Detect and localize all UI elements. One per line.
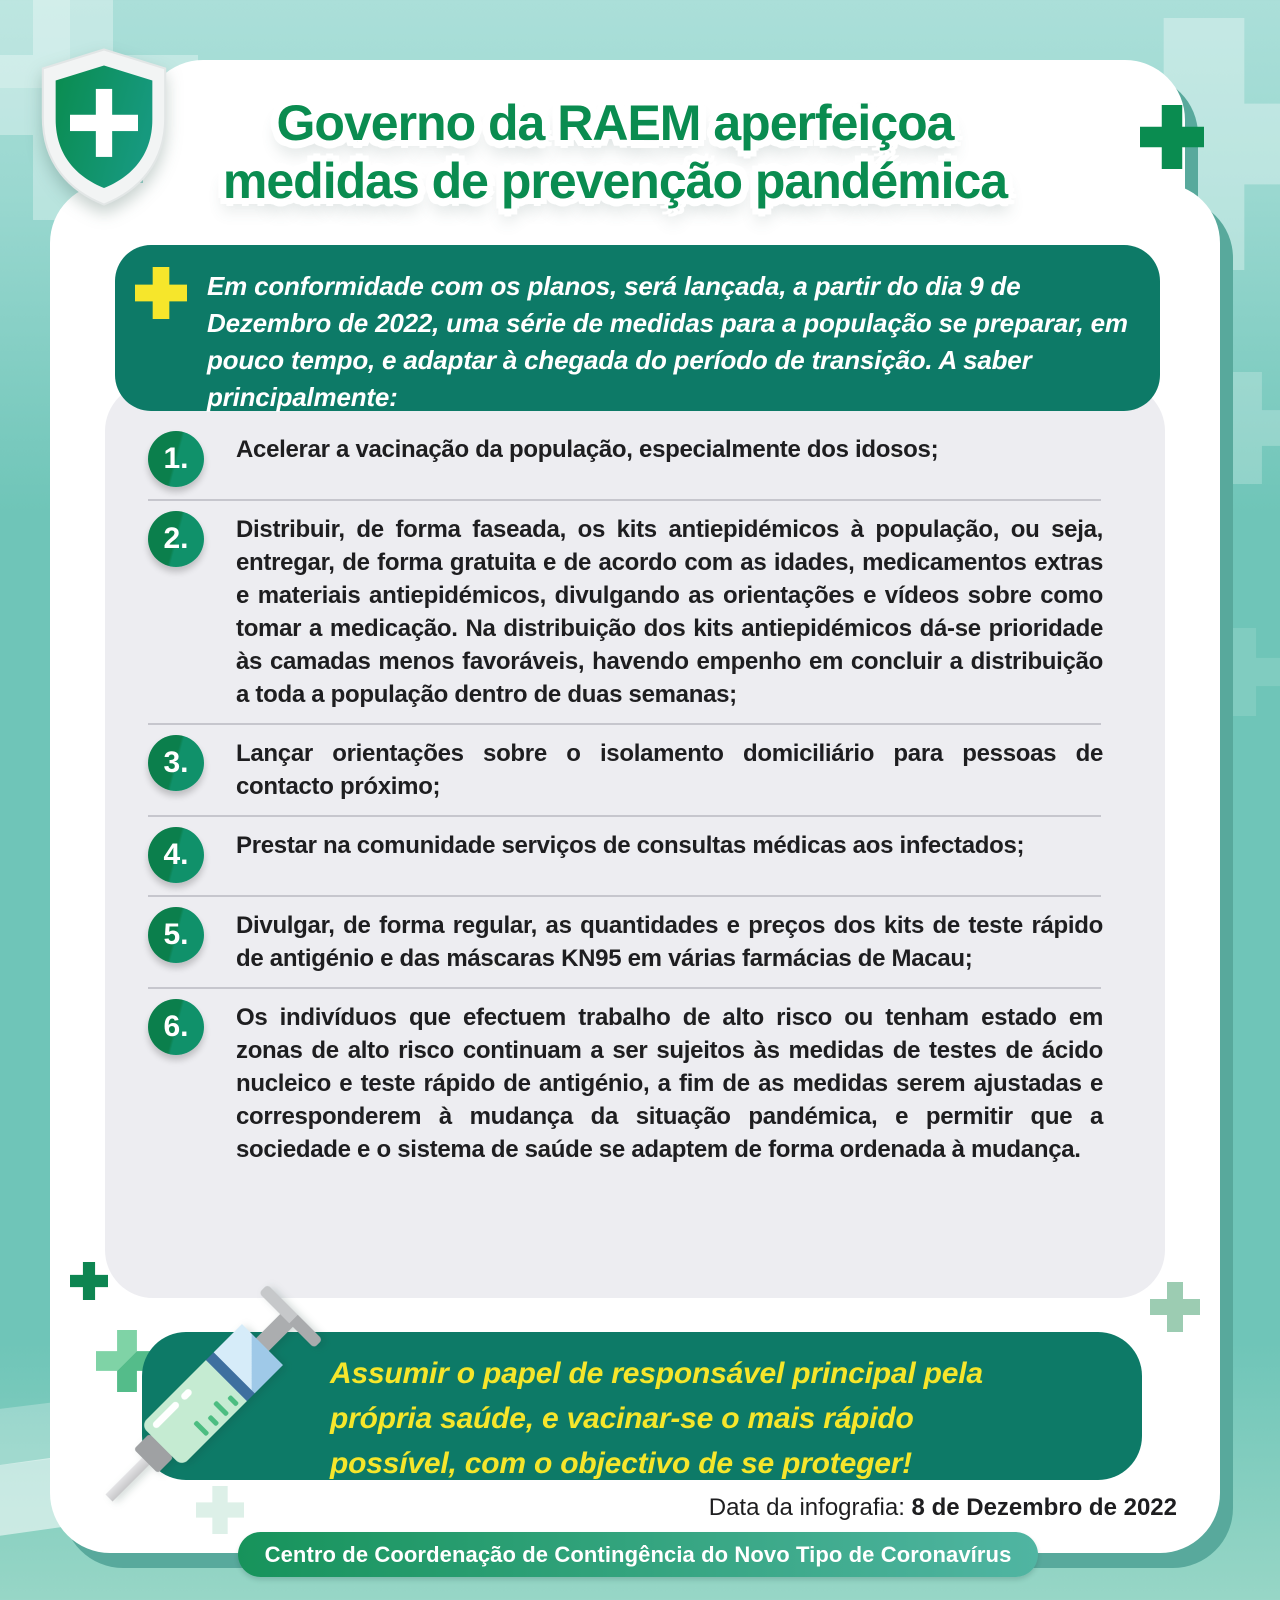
- measure-number: 6.: [163, 1010, 189, 1043]
- syringe-tick: [207, 1415, 219, 1427]
- syringe-tick: [193, 1420, 209, 1436]
- measure-number-badge: [148, 735, 204, 791]
- measure-number: 3.: [163, 746, 189, 779]
- callout-line: própria saúde, e vacinar-se o mais rápido: [330, 1402, 914, 1435]
- measure-item: [148, 909, 1103, 975]
- measure-item: [148, 433, 1103, 487]
- page-title-line1: Governo da RAEM aperfeiçoa: [276, 95, 954, 151]
- syringe-tick: [213, 1400, 229, 1416]
- syringe-body: [81, 1284, 322, 1525]
- measure-number-badge: [148, 511, 204, 567]
- measure-text: Divulgar, de forma regular, as quantidades e preços dos kits de teste rápido de antigénio e das máscaras KN95 em várias farmácias de Macau;: [236, 912, 1103, 972]
- measure-number: 1.: [163, 442, 189, 475]
- syringe-icon: [72, 1275, 332, 1535]
- measure-text: Acelerar a vacinação da população, especialmente dos idosos;: [236, 436, 939, 463]
- page-title-line2: medidas de prevenção pandémica: [222, 153, 1008, 209]
- date-value: 8 de Dezembro de 2022: [911, 1494, 1177, 1521]
- measure-number-badge: [148, 431, 204, 487]
- measure-number-badge: [148, 827, 204, 883]
- measure-number: 2.: [163, 522, 189, 555]
- syringe-tick: [227, 1395, 239, 1407]
- measure-text: Prestar na comunidade serviços de consultas médicas aos infectados;: [236, 832, 1025, 859]
- measure-item: [148, 1001, 1103, 1166]
- divider: [148, 815, 1101, 817]
- syringe-highlight: [151, 1400, 180, 1429]
- intro-text: Em conformidade com os planos, será lançada, a partir do dia 9 de Dezembro de 2022, uma série de medidas para a população se preparar, em pouco tempo, e adaptar à chegada do período de transição. A saber principalmente:: [207, 271, 1128, 412]
- divider: [148, 987, 1101, 989]
- measure-number: 4.: [163, 838, 189, 871]
- page-title: [90, 94, 1140, 210]
- measure-item: [148, 737, 1103, 803]
- measures-panel: [105, 383, 1165, 1298]
- callout-line: Assumir o papel de responsável principal pela: [330, 1357, 983, 1390]
- measure-item: [148, 829, 1103, 883]
- measure-number-badge: [148, 907, 204, 963]
- syringe-needle: [105, 1458, 149, 1502]
- divider: [148, 895, 1101, 897]
- measure-text: Distribuir, de forma faseada, os kits antiepidémicos à população, ou seja, entregar, de forma gratuita e de acordo com as idades, medicamentos extras e materiais antiepidémicos, divulgando as orientações e vídeos sobre como tomar a medicação. Na distribuição dos kits antiepidémicos dá-se prioridade às camadas menos favoráveis, havendo empenho em concluir a distribuição a toda a população dentro de duas semanas;: [236, 516, 1103, 708]
- measure-number-badge: [148, 999, 204, 1055]
- date-label: Data da infografia:: [708, 1494, 912, 1521]
- divider: [148, 499, 1101, 501]
- measure-text: Lançar orientações sobre o isolamento domiciliário para pessoas de contacto próximo;: [236, 740, 1103, 800]
- source-badge: [238, 1532, 1038, 1577]
- callout-line: possível, com o objectivo de se proteger!: [330, 1447, 912, 1480]
- syringe-highlight: [180, 1388, 193, 1401]
- infographic-date: [709, 1494, 1177, 1522]
- measure-number: 5.: [163, 918, 189, 951]
- intro-box: [115, 245, 1160, 411]
- divider: [148, 723, 1101, 725]
- measure-item: [148, 513, 1103, 711]
- measure-text: Os indivíduos que efectuem trabalho de alto risco ou tenham estado em zonas de alto risco continuam a ser sujeitos às medidas de testes de ácido nucleico e teste rápido de antigénio, a fim de as medidas serem ajustadas e corresponderem à mudança da situação pandémica, e permitir que a sociedade e o sistema de saúde se adaptem de forma ordenada à mudança.: [236, 1004, 1103, 1163]
- plus-icon-yellow: [135, 267, 187, 319]
- source-text: Centro de Coordenação de Contingência do Novo Tipo de Coronavírus: [264, 1541, 1012, 1567]
